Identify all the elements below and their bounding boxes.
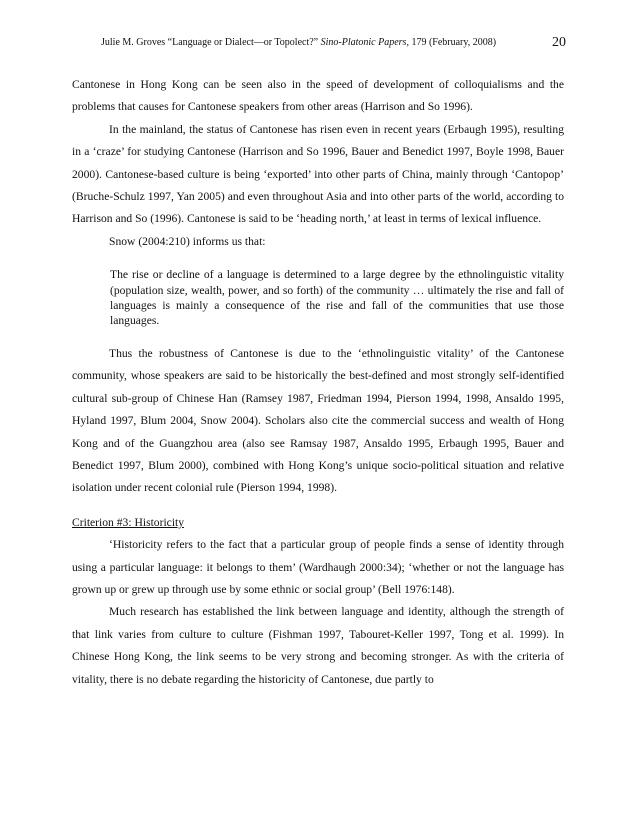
header-issue: , 179 (February, 2008) (406, 37, 497, 48)
paragraph-language-identity: Much research has established the link between language and identity, although the strength of that link varies from culture to culture (Fishman 1997, Tabouret-Keller 1997, Tong et al. 1999). In Chinese Hong Kong, the link seems to be very strong and becoming stronger. As with the criteria of vitality, there is no debate regarding the historicity of Cantonese, due partly to (72, 605, 564, 686)
header-author-title: Julie M. Groves “Language or Dialect—or Topolect?” (101, 37, 321, 48)
paragraph-robustness: Thus the robustness of Cantonese is due to the ‘ethnolinguistic vitality’ of the Cantonese community, whose speakers are said to be historically the best-defined and most strongly self-identified cultural sub-group of Chinese Han (Ramsey 1987, Friedman 1994, Pierson 1994, 1998, Ansaldo 1995, Hyland 1997, Blum 2004, Snow 2004). Scholars also cite the commercial success and wealth of Hong Kong and of the Guangzhou area (also see Ramsay 1987, Ansaldo 1995, Erbaugh 1995, Bauer and Benedict 1997, Blum 2000), combined with Hong Kong’s unique socio-political situation and relative isolation under recent colonial rule (Pierson 1994, 1998). (72, 346, 564, 495)
paragraph-historicity-definition: ‘Historicity refers to the fact that a particular group of people finds a sense of identity through using a particular language: it belongs to them’ (Wardhaugh 2000:34); ‘whether or not the language has grown up or grew up through use by some ethnic or social group’ (Bell 1976:148). (72, 538, 564, 596)
block-quote: The rise or decline of a language is determined to a large degree by the ethnolinguistic vitality (population size, wealth, power, and so forth) of the community … ultimately the rise and fall of languages is mainly a consequence of the rise and fall of the communities that use those languages. (110, 268, 564, 328)
paragraph-snow-intro: Snow (2004:210) informs us that: (109, 234, 266, 248)
running-header (101, 36, 571, 50)
body-text (72, 74, 564, 691)
section-heading: Criterion #3: Historicity (72, 515, 185, 529)
paragraph-mainland: In the mainland, the status of Cantonese has risen even in recent years (Erbaugh 1995), resulting in a ‘craze’ for studying Cantonese (Harrison and So 1996, Bauer and Benedict 1997, Boyle 1998, Bauer 2000). Cantonese-based culture is being ‘exported’ into other parts of China, mainly through ‘Cantopop’ (Bruche-Schulz 1997, Yan 2005) and even throughout Asia and into other parts of the world, according to Harrison and So (1996). Cantonese is said to be ‘heading north,’ at least in terms of lexical influence. (72, 122, 564, 226)
paragraph-continuation: Cantonese in Hong Kong can be seen also in the speed of development of colloquialisms and the problems that causes for Cantonese speakers from other areas (Harrison and So 1996). (72, 78, 564, 114)
header-journal: Sino-Platonic Papers (320, 37, 407, 48)
page-number: 20 (552, 35, 566, 50)
